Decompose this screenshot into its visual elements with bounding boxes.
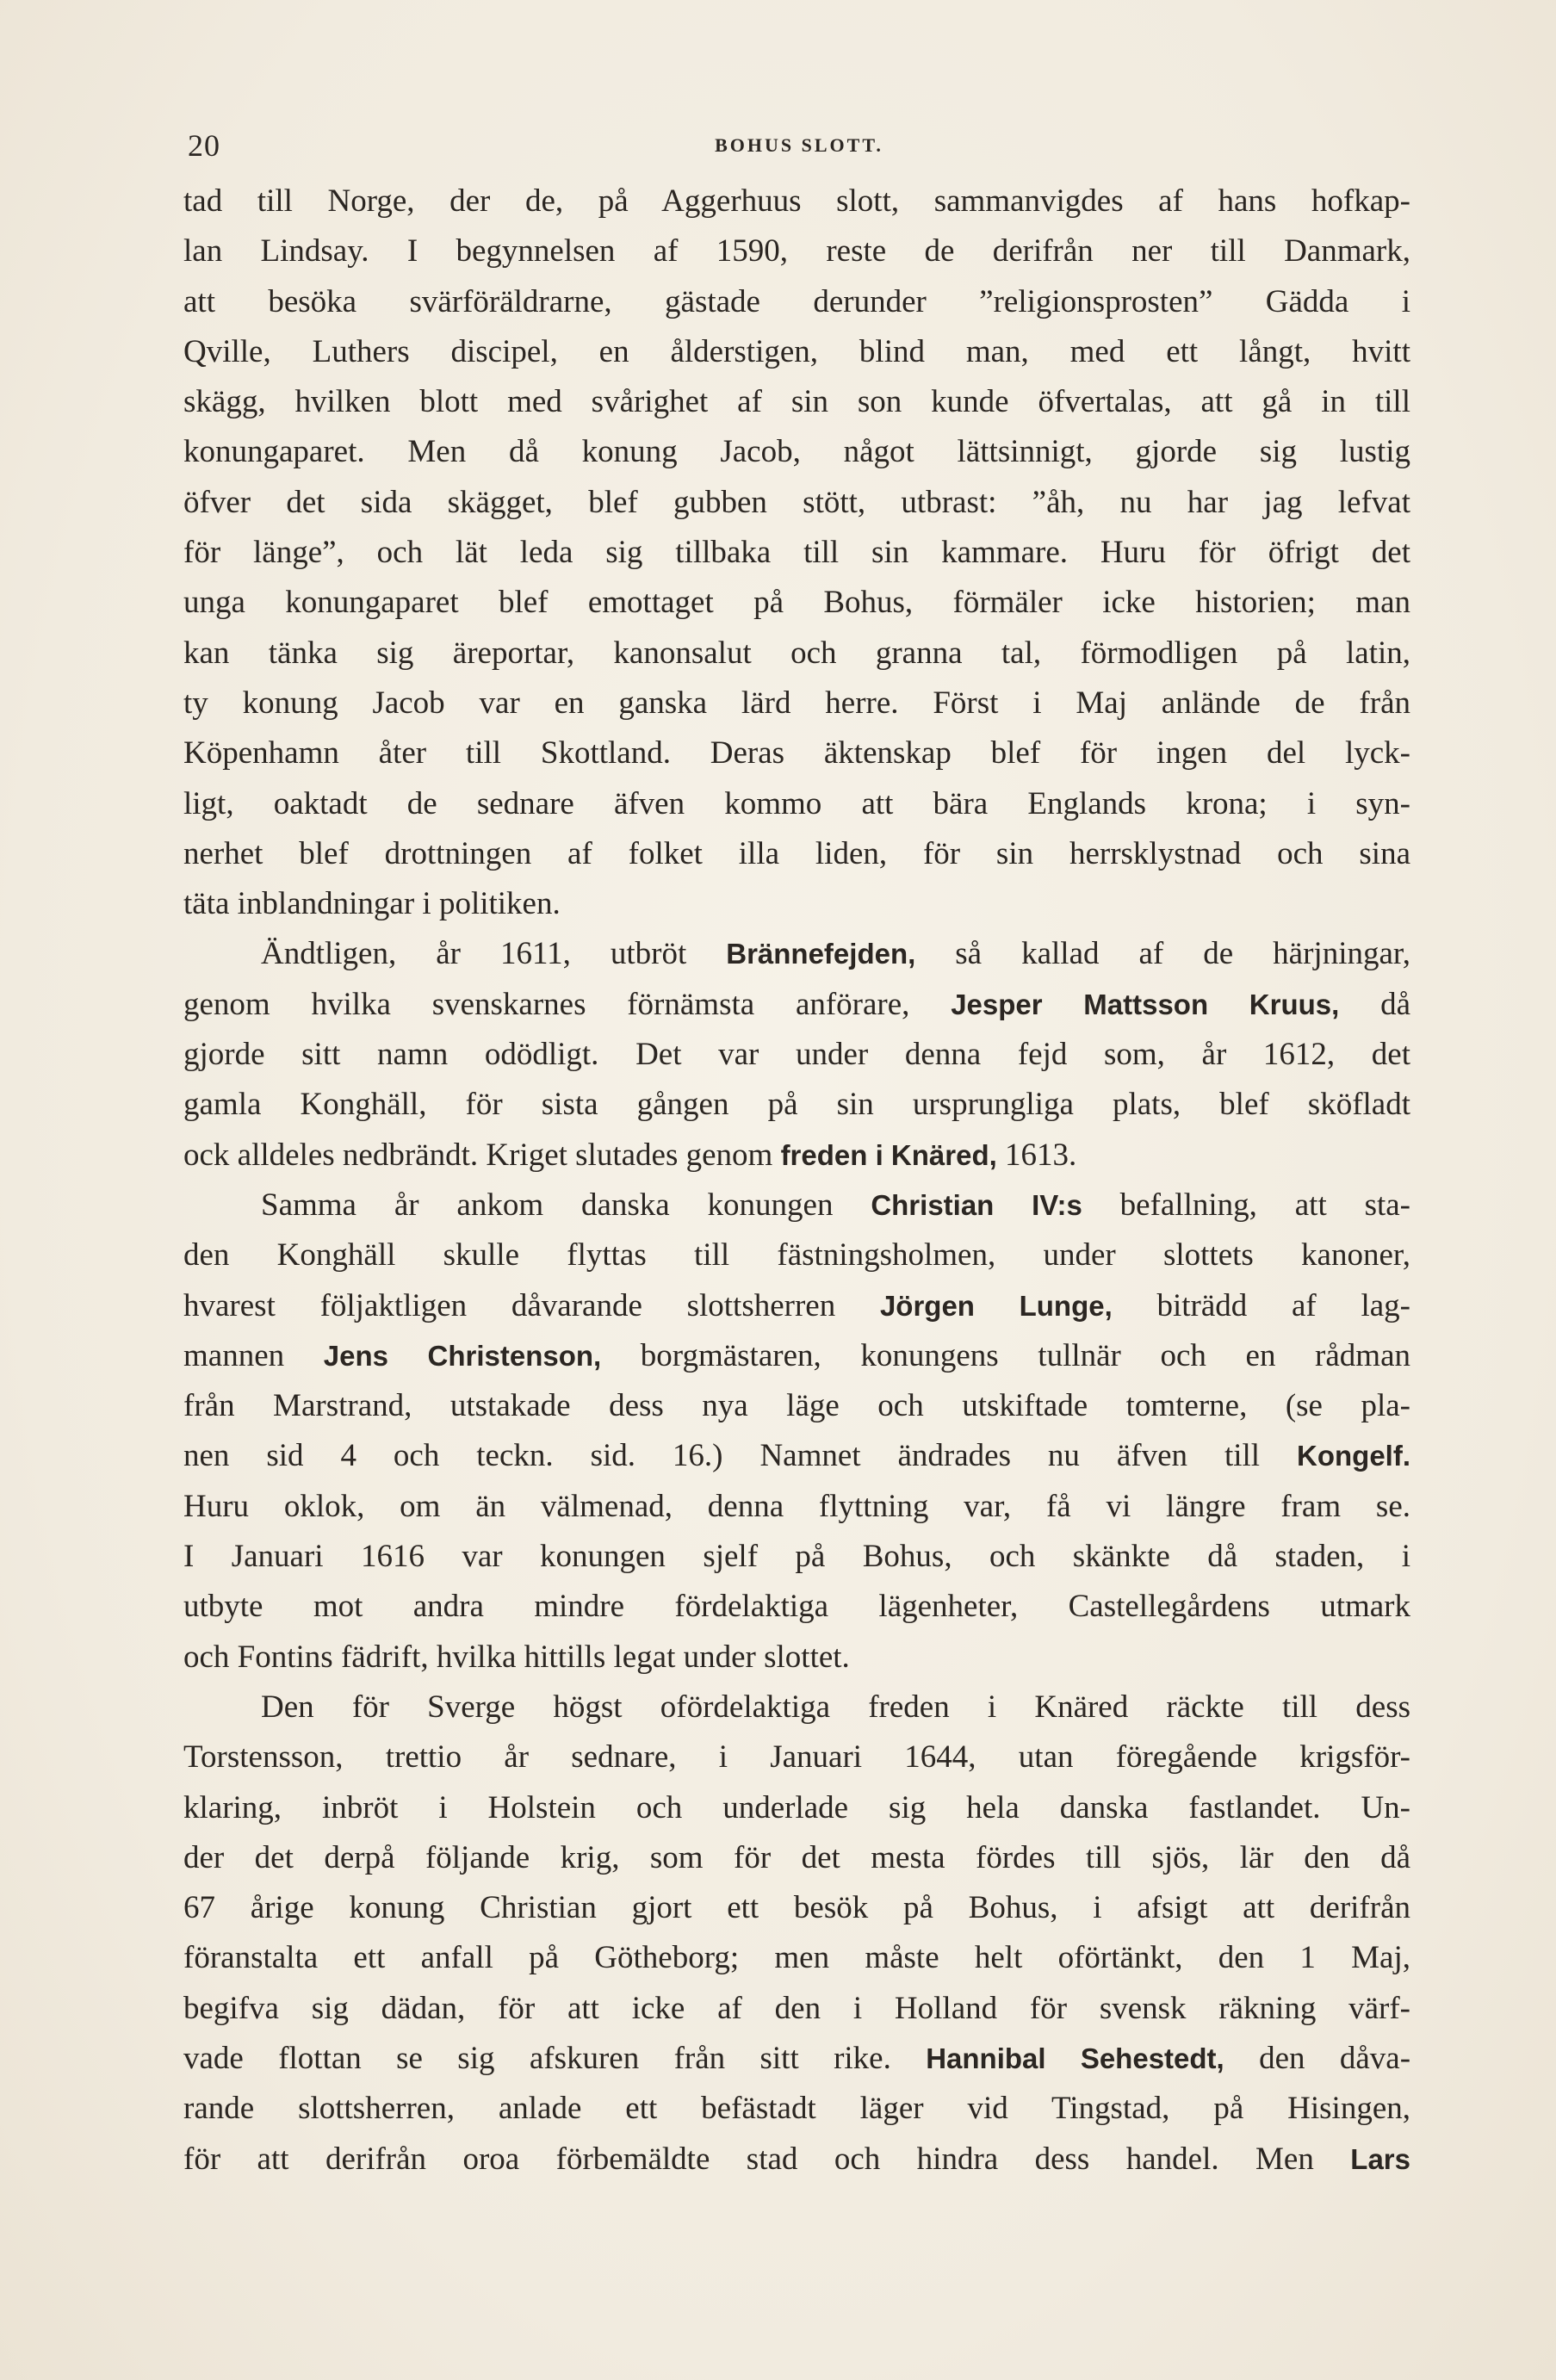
line-text: hvarest följaktligen dåvarande slottsherren: [183, 1287, 880, 1323]
text-line: [183, 1482, 1410, 1532]
line-text: klaring, inbröt i Holstein och underlade sig hela danska fastlandet. Un-: [183, 1789, 1410, 1825]
text-line: [183, 1230, 1410, 1280]
text-line: [183, 1532, 1410, 1582]
text-line: [183, 1732, 1410, 1782]
line-text: den dåva-: [1224, 2040, 1411, 2076]
text-line: [183, 2034, 1410, 2084]
line-text: gamla Konghäll, för sista gången på sin ursprungliga plats, blef sköfladt: [183, 1087, 1410, 1123]
emphasized-name: Brännefejden,: [726, 938, 916, 970]
emphasized-name: Hannibal Sehestedt,: [926, 2042, 1224, 2074]
text-line: [183, 980, 1410, 1030]
line-text: nerhet blef drottningen af folket illa liden, för sin herrsklystnad och sina: [183, 835, 1410, 871]
line-text: Huru oklok, om än välmenad, denna flyttning var, få vi längre fram se.: [183, 1488, 1410, 1524]
page-number: 20: [188, 128, 220, 163]
line-text: 1613.: [996, 1137, 1077, 1173]
text-line: [183, 679, 1410, 728]
line-text: föranstalta ett anfall på Götheborg; men måste helt oförtänkt, den 1 Maj,: [183, 1940, 1410, 1976]
line-text: Ändtligen, år 1611, utbröt: [261, 936, 727, 972]
text-line: [183, 528, 1410, 578]
line-text: gjorde sitt namn odödligt. Det var under denna fejd som, år 1612, det: [183, 1037, 1410, 1073]
text-line: [183, 879, 1410, 929]
text-line: [183, 377, 1410, 427]
emphasized-name: freden i Knäred,: [780, 1138, 997, 1171]
text-line: [183, 226, 1410, 276]
line-text: för länge”, och lät leda sig tillbaka till sin kammare. Huru för öfrigt det: [183, 535, 1410, 571]
line-text: biträdd af lag-: [1112, 1287, 1411, 1323]
line-text: vade flottan se sig afskuren från sitt rike.: [183, 2040, 927, 2076]
text-line: [183, 1131, 1410, 1181]
text-line: [183, 2084, 1410, 2134]
text-line: [183, 1030, 1410, 1080]
text-line: [183, 1431, 1410, 1481]
line-text: då: [1339, 986, 1410, 1022]
line-text: borgmästaren, konungens tullnär och en rådman: [601, 1337, 1410, 1373]
line-text: utbyte mot andra mindre fördelaktiga lägenheter, Castellegårdens utmark: [183, 1589, 1410, 1625]
text-line: [183, 1633, 1410, 1683]
emphasized-name: Kongelf.: [1297, 1440, 1410, 1472]
line-text: befallning, att sta-: [1082, 1187, 1410, 1223]
line-text: och Fontins fädrift, hvilka hittills legat under slottet.: [183, 1639, 850, 1675]
text-line: [183, 1281, 1410, 1331]
line-text: Torstensson, trettio år sednare, i Januari 1644, utan föregående krigsför-: [183, 1739, 1410, 1776]
text-line: [183, 1331, 1410, 1381]
emphasized-name: Jesper Mattsson Kruus,: [951, 988, 1340, 1020]
line-text: Köpenhamn åter till Skottland. Deras äktenskap blef för ingen del lyck-: [183, 735, 1410, 772]
text-line: [183, 1984, 1410, 2034]
line-text: från Marstrand, utstakade dess nya läge och utskiftade tomterne, (se pla-: [183, 1388, 1410, 1424]
text-line: [183, 478, 1410, 528]
text-line: [183, 1833, 1410, 1883]
line-text: ock alldeles nedbrändt. Kriget slutades genom: [183, 1137, 781, 1173]
line-text: mannen: [183, 1337, 324, 1373]
running-title: BOHUS SLOTT.: [715, 134, 883, 156]
emphasized-name: Lars: [1350, 2142, 1410, 2175]
text-line: [183, 327, 1410, 377]
text-line: [183, 1080, 1410, 1130]
emphasized-name: Jörgen Lunge,: [879, 1289, 1113, 1322]
line-text: unga konungaparet blef emottaget på Bohus, förmäler icke historien; man: [183, 585, 1410, 621]
line-text: täta inblandningar i politiken.: [183, 886, 561, 922]
line-text: Samma år ankom danska konungen: [261, 1187, 871, 1223]
text-line: [183, 728, 1410, 778]
page-header: [188, 127, 1410, 165]
text-line: [183, 1181, 1410, 1230]
line-text: der det derpå följande krig, som för det mesta fördes till sjös, lär den då: [183, 1839, 1410, 1875]
line-text: nen sid 4 och teckn. sid. 16.) Namnet ändrades nu äfven till: [183, 1438, 1298, 1474]
line-text: att besöka svärföräldrarne, gästade derunder ”religionsprosten” Gädda i: [183, 283, 1410, 319]
text-line: [183, 829, 1410, 879]
text-line: [183, 177, 1410, 226]
line-text: öfver det sida skägget, blef gubben stött, utbrast: ”åh, nu har jag lefvat: [183, 484, 1410, 520]
text-line: [183, 277, 1410, 327]
line-text: för att derifrån oroa förbemäldte stad och hindra dess handel. Men: [183, 2141, 1351, 2177]
text-line: [183, 1683, 1410, 1732]
emphasized-name: Jens Christenson,: [323, 1339, 602, 1372]
line-text: kan tänka sig äreportar, kanonsalut och granna tal, förmodligen på latin,: [183, 635, 1410, 671]
text-line: [183, 1933, 1410, 1983]
line-text: genom hvilka svenskarnes förnämsta anförare,: [183, 986, 952, 1022]
line-text: skägg, hvilken blott med svårighet af sin son kunde öfvertalas, att gå in till: [183, 384, 1410, 420]
text-line: [183, 2135, 1410, 2185]
line-text: begifva sig dädan, för att icke af den i Holland för svensk räkning värf-: [183, 1990, 1410, 2026]
line-text: 67 årige konung Christian gjort ett besök på Bohus, i afsigt att derifrån: [183, 1890, 1410, 1926]
line-text: konungaparet. Men då konung Jacob, något lättsinnigt, gjorde sig lustig: [183, 434, 1410, 470]
line-text: den Konghäll skulle flyttas till fästningsholmen, under slottets kanoner,: [183, 1237, 1410, 1274]
text-line: [183, 779, 1410, 829]
line-text: I Januari 1616 var konungen sjelf på Bohus, och skänkte då staden, i: [183, 1539, 1410, 1575]
line-text: rande slottsherren, anlade ett befästadt läger vid Tingstad, på Hisingen,: [183, 2091, 1410, 2127]
line-text: lan Lindsay. I begynnelsen af 1590, reste de derifrån ner till Danmark,: [183, 233, 1410, 270]
text-line: [183, 1783, 1410, 1833]
line-text: ligt, oaktadt de sednare äfven kommo att bära Englands krona; i syn-: [183, 785, 1410, 821]
text-line: [183, 1883, 1410, 1933]
line-text: Den för Sverge högst ofördelaktiga freden i Knäred räckte till dess: [261, 1689, 1410, 1725]
text-line: [183, 427, 1410, 477]
line-text: så kallad af de härjningar,: [915, 936, 1410, 972]
text-line: [183, 929, 1410, 979]
emphasized-name: Christian IV:s: [871, 1188, 1082, 1221]
body-text: [183, 177, 1410, 2185]
line-text: tad till Norge, der de, på Aggerhuus slott, sammanvigdes af hans hofkap-: [183, 183, 1410, 219]
line-text: ty konung Jacob var en ganska lärd herre. Först i Maj anlände de från: [183, 685, 1410, 721]
text-line: [183, 629, 1410, 679]
line-text: Qville, Luthers discipel, en ålderstigen, blind man, med ett långt, hvitt: [183, 333, 1410, 369]
text-line: [183, 1582, 1410, 1632]
text-line: [183, 578, 1410, 628]
text-line: [183, 1381, 1410, 1431]
